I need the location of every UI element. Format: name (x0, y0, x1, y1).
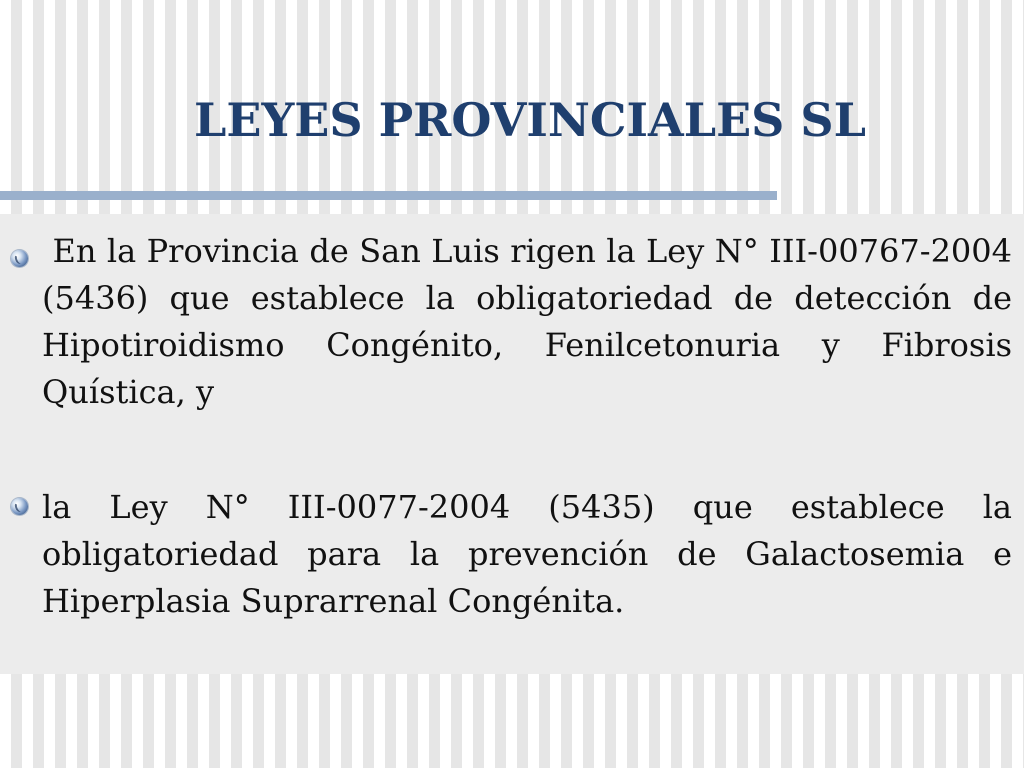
slide-title: LEYES PROVINCIALES SL (194, 93, 866, 147)
bullet-text: la Ley N° III-0077-2004 (5435) que establece la obligatoriedad para la prevención de Galactosemia e Hiperplasia Suprarrenal Congénita. (42, 488, 1012, 620)
swirl-bullet-icon (11, 498, 28, 515)
title-underline-rule (0, 191, 777, 200)
bullet-text: En la Provincia de San Luis rigen la Ley N° III-00767-2004 (5436) que establece la obligatoriedad de detección de Hipotiroidismo Congénito, Fenilcetonuria y Fibrosis Quística, y (42, 232, 1012, 411)
swirl-bullet-icon (11, 250, 28, 267)
content-panel (0, 214, 1024, 674)
